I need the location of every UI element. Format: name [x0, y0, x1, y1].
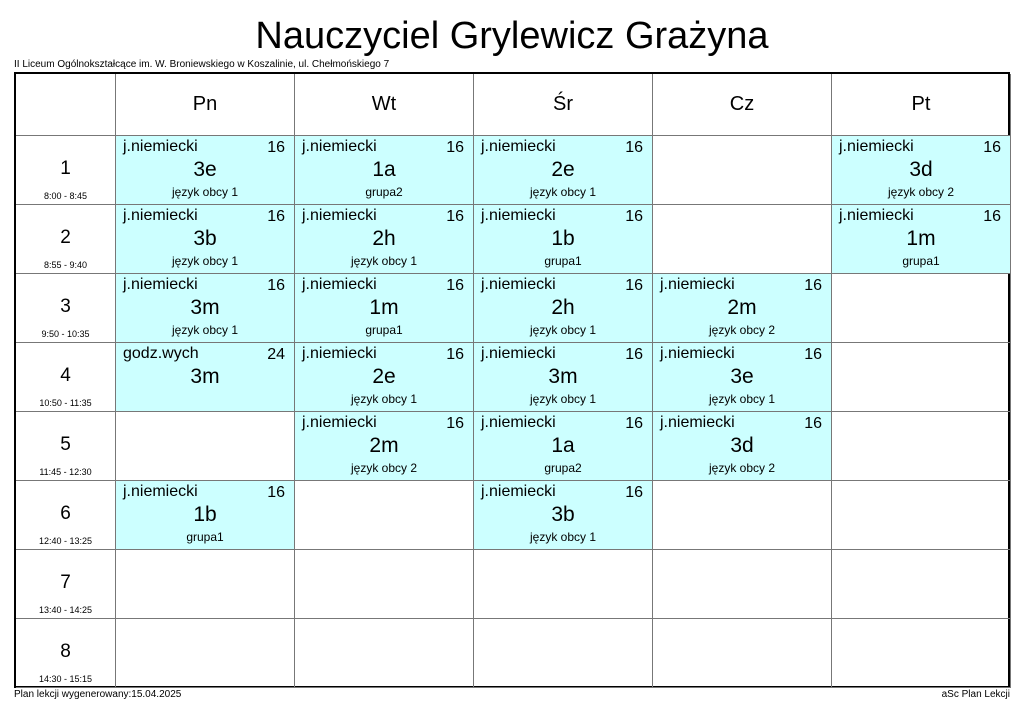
lesson-group: język obcy 1 — [708, 392, 776, 406]
day-header: Wt — [295, 74, 474, 136]
lesson-group: język obcy 1 — [171, 185, 239, 199]
lesson-group: język obcy 2 — [708, 323, 776, 337]
period-number: 2 — [60, 227, 71, 248]
lesson-subject: j.niemiecki — [123, 483, 198, 500]
lesson-room: 16 — [625, 484, 643, 501]
slot-cell — [832, 343, 1011, 412]
lesson-card[interactable] — [653, 343, 832, 412]
lesson-room: 16 — [625, 139, 643, 156]
lesson-subject: j.niemiecki — [839, 207, 914, 224]
lesson-class: 3e — [730, 365, 754, 388]
slot-cell — [116, 550, 295, 619]
lesson-subject: j.niemiecki — [481, 207, 556, 224]
period-number: 5 — [60, 434, 71, 455]
slot-cell — [653, 550, 832, 619]
period-number: 7 — [60, 572, 71, 593]
lesson-subject: j.niemiecki — [839, 138, 914, 155]
lesson-room: 16 — [267, 208, 285, 225]
lesson-room: 16 — [267, 484, 285, 501]
period-time: 10:50 - 11:35 — [39, 398, 92, 408]
day-header: Pt — [832, 74, 1011, 136]
lesson-subject: j.niemiecki — [123, 207, 198, 224]
period-cell — [16, 412, 116, 481]
slot-cell — [295, 481, 474, 550]
lesson-card[interactable] — [653, 412, 832, 481]
lesson-class: 3b — [193, 227, 217, 250]
period-number: 4 — [60, 365, 71, 386]
day-header: Pn — [116, 74, 295, 136]
period-time: 12:40 - 13:25 — [38, 536, 93, 546]
lesson-class: 2h — [372, 227, 396, 250]
lesson-subject: j.niemiecki — [481, 276, 556, 293]
lesson-group: grupa2 — [544, 461, 582, 475]
lesson-subject: j.niemiecki — [123, 276, 198, 293]
period-time: 8:55 - 9:40 — [43, 260, 88, 270]
period-time: 9:50 - 10:35 — [41, 329, 90, 339]
slot-cell — [653, 136, 832, 205]
period-cell — [16, 205, 116, 274]
lesson-room: 16 — [804, 277, 822, 294]
period-cell — [16, 274, 116, 343]
period-time: 13:40 - 14:25 — [38, 605, 93, 615]
lesson-group: język obcy 1 — [529, 185, 597, 199]
period-cell — [16, 550, 116, 619]
lesson-group: grupa1 — [544, 254, 582, 268]
slot-cell — [653, 205, 832, 274]
slot-cell — [116, 412, 295, 481]
period-number: 3 — [60, 296, 71, 317]
period-cell — [16, 343, 116, 412]
lesson-room: 16 — [446, 139, 464, 156]
slot-cell — [832, 274, 1011, 343]
lesson-class: 3m — [190, 365, 220, 388]
lesson-class: 3m — [548, 365, 578, 388]
period-cell — [16, 136, 116, 205]
lesson-class: 1b — [551, 227, 575, 250]
lesson-card[interactable] — [832, 136, 1011, 205]
lesson-room: 16 — [446, 208, 464, 225]
lesson-card[interactable] — [116, 205, 295, 274]
timetable-grid — [14, 72, 1010, 688]
lesson-class: 1m — [906, 227, 936, 250]
slot-cell — [832, 550, 1011, 619]
lesson-class: 2e — [372, 365, 396, 388]
period-time: 11:45 - 12:30 — [39, 467, 92, 477]
period-number: 8 — [60, 641, 71, 662]
lesson-card[interactable] — [474, 412, 653, 481]
lesson-card[interactable] — [474, 205, 653, 274]
lesson-group: język obcy 1 — [529, 530, 597, 544]
lesson-subject: j.niemiecki — [481, 345, 556, 362]
lesson-subject: j.niemiecki — [302, 276, 377, 293]
lesson-room: 16 — [625, 346, 643, 363]
lesson-group: język obcy 2 — [350, 461, 418, 475]
lesson-card[interactable] — [474, 136, 653, 205]
slot-cell — [116, 619, 295, 688]
lesson-group: język obcy 1 — [171, 323, 239, 337]
lesson-card[interactable] — [295, 412, 474, 481]
page-title: Nauczyciel Grylewicz Grażyna — [255, 15, 769, 57]
lesson-card[interactable] — [295, 136, 474, 205]
lesson-subject: j.niemiecki — [302, 414, 377, 431]
lesson-group: grupa2 — [365, 185, 403, 199]
lesson-card[interactable] — [832, 205, 1011, 274]
slot-cell — [832, 481, 1011, 550]
lesson-room: 16 — [983, 208, 1001, 225]
lesson-room: 16 — [446, 415, 464, 432]
generated-date: Plan lekcji wygenerowany:15.04.2025 — [14, 689, 182, 700]
lesson-room: 16 — [804, 415, 822, 432]
lesson-room: 16 — [625, 415, 643, 432]
lesson-class: 1a — [372, 158, 396, 181]
slot-cell — [653, 481, 832, 550]
slot-cell — [295, 550, 474, 619]
lesson-card[interactable] — [116, 343, 295, 412]
lesson-room: 16 — [625, 277, 643, 294]
lesson-subject: j.niemiecki — [660, 414, 735, 431]
lesson-card[interactable] — [295, 343, 474, 412]
lesson-group: język obcy 1 — [529, 392, 597, 406]
lesson-class: 2h — [551, 296, 575, 319]
lesson-room: 16 — [625, 208, 643, 225]
slot-cell — [474, 550, 653, 619]
lesson-card[interactable] — [116, 136, 295, 205]
lesson-group: język obcy 1 — [171, 254, 239, 268]
lesson-class: 2m — [369, 434, 399, 457]
lesson-card[interactable] — [116, 274, 295, 343]
lesson-card[interactable] — [116, 481, 295, 550]
lesson-card[interactable] — [474, 274, 653, 343]
lesson-group: język obcy 1 — [350, 392, 418, 406]
lesson-subject: j.niemiecki — [481, 138, 556, 155]
slot-cell — [474, 619, 653, 688]
period-time: 14:30 - 15:15 — [38, 674, 93, 684]
period-cell — [16, 481, 116, 550]
period-cell — [16, 619, 116, 688]
lesson-card[interactable] — [295, 205, 474, 274]
lesson-room: 16 — [267, 139, 285, 156]
lesson-class: 1a — [551, 434, 575, 457]
lesson-room: 16 — [446, 346, 464, 363]
lesson-subject: godz.wych — [123, 345, 199, 362]
lesson-subject: j.niemiecki — [302, 207, 377, 224]
lesson-card[interactable] — [653, 274, 832, 343]
slot-cell — [832, 619, 1011, 688]
school-name: II Liceum Ogólnokształcące im. W. Broniewskiego w Koszalinie, ul. Chełmońskiego 7 — [14, 59, 390, 70]
slot-cell — [295, 619, 474, 688]
lesson-room: 16 — [983, 139, 1001, 156]
day-header: Śr — [474, 74, 653, 136]
software-credit: aSc Plan Lekcji — [941, 689, 1010, 700]
lesson-class: 3d — [909, 158, 933, 181]
lesson-card[interactable] — [474, 343, 653, 412]
lesson-class: 1b — [193, 503, 217, 526]
lesson-card[interactable] — [474, 481, 653, 550]
lesson-class: 3d — [730, 434, 754, 457]
lesson-class: 3m — [190, 296, 220, 319]
lesson-room: 16 — [804, 346, 822, 363]
lesson-subject: j.niemiecki — [481, 414, 556, 431]
lesson-subject: j.niemiecki — [123, 138, 198, 155]
period-time: 8:00 - 8:45 — [43, 191, 88, 201]
day-header: Cz — [653, 74, 832, 136]
corner-cell — [16, 74, 116, 136]
lesson-class: 3e — [193, 158, 217, 181]
slot-cell — [653, 619, 832, 688]
lesson-class: 3b — [551, 503, 575, 526]
lesson-group: język obcy 2 — [708, 461, 776, 475]
lesson-group: język obcy 1 — [529, 323, 597, 337]
lesson-group: język obcy 1 — [350, 254, 418, 268]
period-number: 1 — [60, 158, 71, 179]
period-number: 6 — [60, 503, 71, 524]
slot-cell — [832, 412, 1011, 481]
lesson-subject: j.niemiecki — [660, 276, 735, 293]
lesson-group: grupa1 — [186, 530, 224, 544]
lesson-subject: j.niemiecki — [302, 138, 377, 155]
lesson-room: 16 — [446, 277, 464, 294]
lesson-subject: j.niemiecki — [481, 483, 556, 500]
lesson-subject: j.niemiecki — [660, 345, 735, 362]
lesson-group: grupa1 — [365, 323, 403, 337]
lesson-group: grupa1 — [902, 254, 940, 268]
lesson-room: 16 — [267, 277, 285, 294]
lesson-class: 1m — [369, 296, 399, 319]
lesson-subject: j.niemiecki — [302, 345, 377, 362]
lesson-class: 2m — [727, 296, 757, 319]
lesson-group: język obcy 2 — [887, 185, 955, 199]
lesson-card[interactable] — [295, 274, 474, 343]
lesson-room: 24 — [267, 346, 285, 363]
lesson-class: 2e — [551, 158, 575, 181]
